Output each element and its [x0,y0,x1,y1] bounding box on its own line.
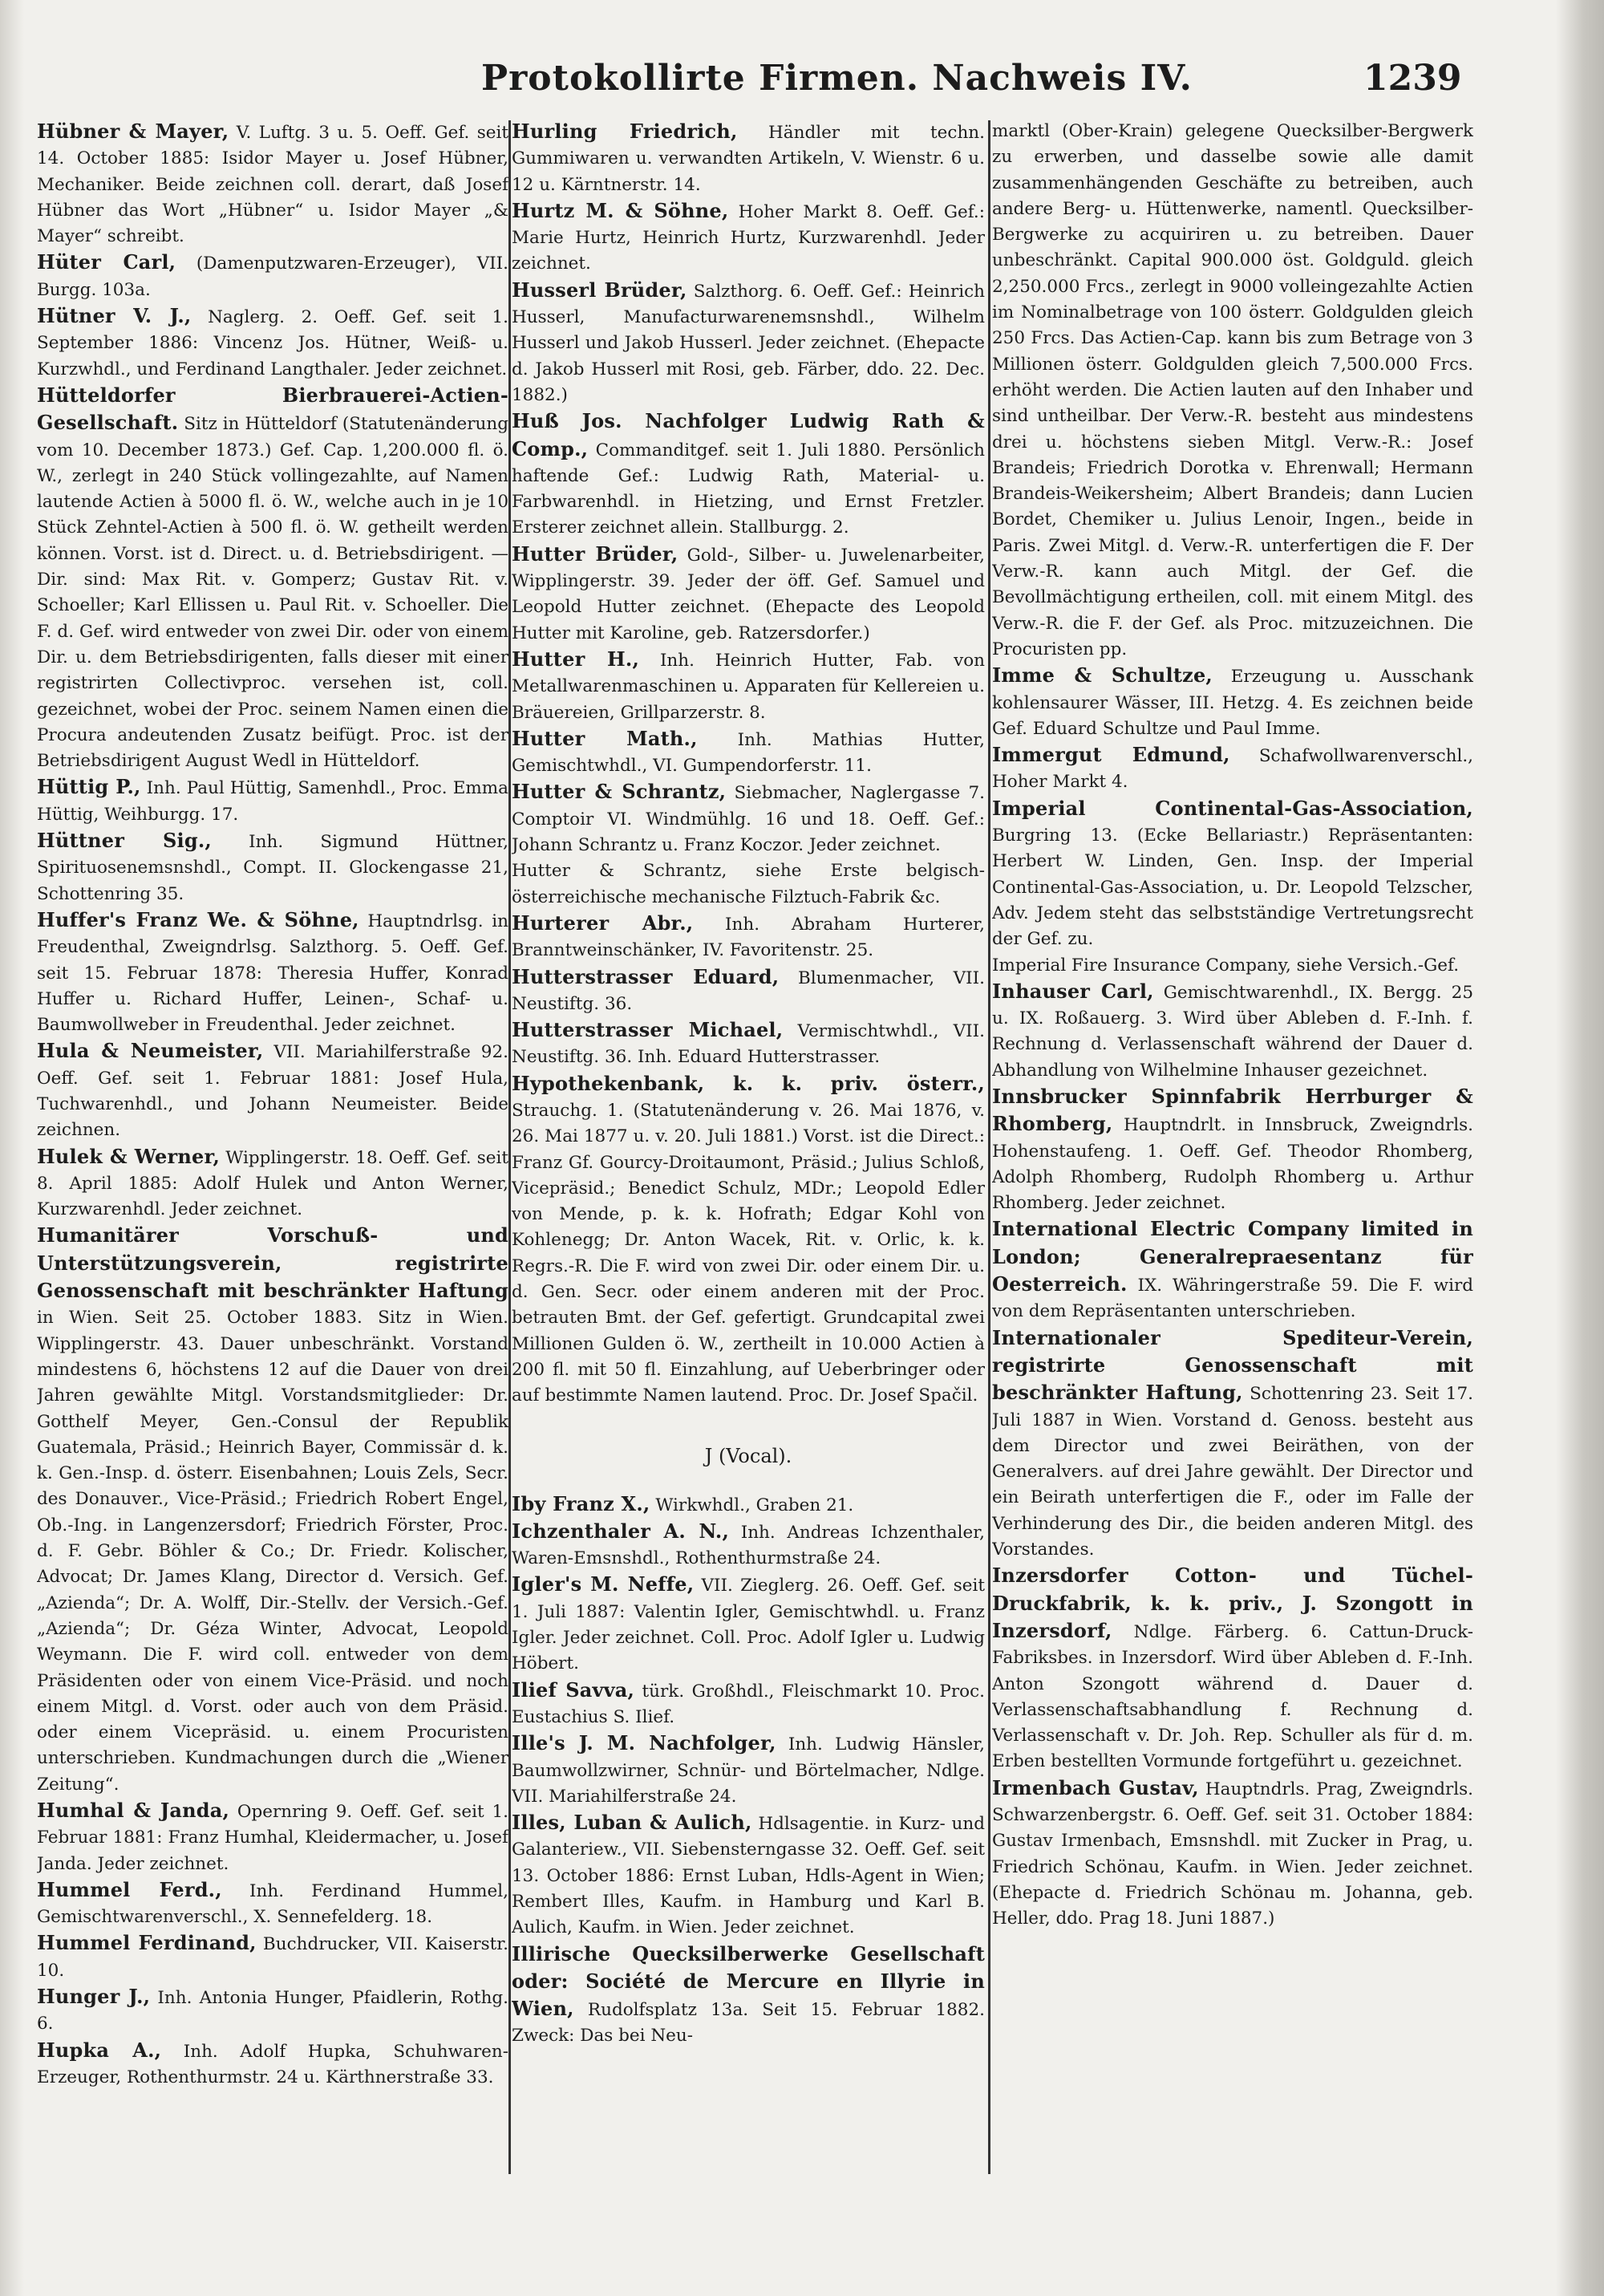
firm-entry [992,119,1473,663]
firm-entry [992,1216,1473,1324]
firm-details: Gemischtwarenhdl., IX. Bergg. 25 u. IX. Roßauerg. 3. Wird über Ableben d. F.-Inh. f. Rechnung d. Verlassenschaft während der Dauer d. Abhandlung von Wilhelmine Inhauser gezeichnet. [992,982,1473,1081]
firm-entry [992,796,1473,953]
firm-details: Burgring 13. (Ecke Bellariastr.) Repräsentanten: Herbert W. Linden, Gen. Insp. der Imperial Continental-Gas-Association, u. Dr. Leopold Telzscher, Adv. Jedem steht das selbstständige Vertretungsrecht der Gef. zu. [992,826,1473,950]
firm-name: Internationaler Spediteur-Verein, registrirte Genossenschaft mit beschränkter Haftung, [992,1325,1473,1405]
firm-details: Gold-, Silber- u. Juwelenarbeiter, Wipplingerstr. 39. Jeder der öff. Gef. Samuel und Leopold Hutter zeichnet. (Ehepacte des Leopold Hutter mit Karoline, geb. Ratzersdorfer.) [512,545,985,643]
firm-details: Sitz in Hütteldorf (Statutenänderung vom 10. December 1873.) Gef. Cap. 1,200.000 fl. ö. W., zerlegt in 240 Stück vollingezahlte, auf Namen lautende Actien à 5000 fl. ö. W., welche auch in je 10 Stück Zehntel-Actien à 500 fl. ö. W. getheilt werden können. Vorst. ist d. Direct. u. d. Betriebsdirigent. — Dir. sind: Max Rit. v. Gomperz; Gustav Rit. v. Schoeller; Karl Ellissen u. Paul Rit. v. Schoeller. Die F. d. Gef. wird entweder von zwei Dir. oder von einem Dir. u. dem Betriebsdirigenten, falls dieser mit einer registrirten Collectivproc. versehen ist, coll. gezeichnet, wobei der Proc. seinem Namen einen die Procura andeutenden Zusatz beifügt. Proc. ist der Betriebsdirigent August Wedl in Hütteldorf. [37,414,508,772]
firm-name: Hummel Ferdinand, [37,1931,257,1955]
firm-details: Hauptndrlt. in Innsbruck, Zweigndrls. Hohenstaufeng. 1. Oeff. Gef. Theodor Rhomberg, Adolph Rhomberg, Rudolph Rhomberg u. Arthur Rhomberg. Jeder zeichnet. [992,1115,1473,1214]
firm-entry [512,858,985,911]
firm-name: Inhauser Carl, [992,979,1154,1003]
firm-details: Inh. Ferdinand Hummel, Gemischtwarenverschl., X. Sennefelderg. 18. [37,1880,508,1928]
firm-details: Inh. Heinrich Hutter, Fab. von Metallwarenmaschinen u. Apparaten für Kellereien u. Bräuereien, Grillparzerstr. 8. [512,650,985,723]
firm-details: Schafwollwarenverschl., Hoher Markt 4. [992,746,1473,793]
firm-details: Strauchg. 1. (Statutenänderung v. 26. Mai 1876, v. 26. Mai 1877 u. v. 20. Juli 1881.) Vorst. ist die Direct.: Franz Gf. Gourcy-Droitaumont, Präsid.; Julius Schloß, Vicepräsid.; Benedict Schulz, MDr.; Leopold Edler von Mende, p. k. k. Hofrath; Edgar Kohl von Kohlenegg; Dr. Anton Wacek, Rit. v. Orlic, k. k. Regrs.-R. Die F. wird von zwei Dir. oder einem Dir. u. d. Gen. Secr. oder einem anderen mit der Proc. betrauten Bmt. der Gef. gefertigt. Grundcapital zwei Millionen Gulden ö. W., zertheilt in 10.000 Actien à 200 fl. mit 50 fl. Einzahlung, auf Ueberbringer oder auf bestimmte Namen lautend. Proc. Dr. Josef Spačil. [512,1100,985,1406]
firm-name: Hüter Carl, [37,250,176,274]
firm-details: Ndlge. Färberg. 6. Cattun-Druck-Fabriksbes. in Inzersdorf. Wird über Ableben d. F.-Inh. Anton Szongott während d. Dauer d. Verlassenschaftsabhandlung f. Rechnung d. Verlassenschaft v. Dr. Joh. Rep. Schuller als für d. m. Erben bestellten Vormunde fortgeführt u. gezeichnet. [992,1621,1473,1772]
firm-name: Hypothekenbank, k. k. priv. österr., [512,1071,985,1095]
firm-entry [37,1798,508,1877]
firm-entry [992,979,1473,1084]
firm-entry [37,2038,508,2091]
firm-entry [512,278,985,408]
firm-entry [992,953,1473,979]
firm-details: Inh. Abraham Hurterer, Branntweinschänker, IV. Favoritenstr. 25. [512,914,985,961]
firm-entry [512,779,985,858]
column-rule [988,120,990,2174]
section-heading: J (Vocal). [704,1444,792,1467]
firm-details: Buchdrucker, VII. Kaiserstr. 10. [37,1934,508,1981]
firm-entry [37,1930,508,1984]
firm-details: Wirkwhdl., Graben 21. [650,1495,854,1515]
firm-entry [512,1491,985,1519]
firm-entry [512,198,985,278]
firm-entry [512,1017,985,1071]
firm-entry [512,647,985,726]
firm-entry [512,1071,985,1410]
firm-entry [512,119,985,198]
firm-name: Immergut Edmund, [992,743,1230,767]
firm-name: Hurterer Abr., [512,911,694,935]
firm-name: Hutter H., [512,647,640,671]
firm-name: Hutterstrasser Michael, [512,1018,784,1042]
firm-details: Vermischtwhdl., VII. Neustiftg. 36. Inh. Eduard Hutterstrasser. [512,1021,985,1068]
firm-details: in Wien. Seit 25. October 1883. Sitz in Wien. Wipplingerstr. 43. Dauer unbeschränkt. Vorstand mindestens 6, höchstens 12 auf die Dauer von drei Jahren gewählte Mitgl. Vorstandsmitglieder: Dr. Gotthelf Meyer, Gen.-Consul der Republik Guatemala, Präsid.; Heinrich Bayer, Commissär d. k. k. Gen.-Insp. d. österr. Eisenbahnen; Louis Zels, Secr. des Donauver., Vice-Präsid.; Friedrich Robert Engel, Ob.-Ing. in Langenzersdorf; Friedrich Förster, Proc. d. F. Gebr. Böhler & Co.; Dr. Friedr. Kolischer, Advocat; Dr. James Klang, Director d. Versich. Gef. „Azienda“; Dr. A. Wolff, Dir.-Stellv. der Versich.-Gef. „Azienda“; Dr. Géza Winter, Advocat, Leopold Weymann. Die F. wird coll. entweder von dem Präsidenten oder von einem Vice-Präsid. und noch einem Mitgl. d. Vorst. oder auch von dem Präsid. oder einem Vicepräsid. u. einem Procuristen unterschrieben. Kundmachungen durch die „Wiener Zeitung“. [37,1308,508,1795]
firm-entry [37,1877,508,1931]
firm-details: Siebmacher, Naglergasse 7. Comptoir VI. Windmühlg. 16 und 18. Oeff. Gef.: Johann Schrantz u. Franz Koczor. Jeder zeichnet. [512,783,985,856]
firm-name: Irmenbach Gustav, [992,1775,1199,1799]
firm-entry [992,1775,1473,1933]
firm-details: Salzthorg. 6. Oeff. Gef.: Heinrich Husserl, Manufacturwarenemsnshdl., Wilhelm Husserl und Jakob Husserl. Jeder zeichnet. (Ehepacte d. Jakob Husserl mit Rosi, geb. Färber, ddo. 22. Dec. 1882.) [512,281,985,405]
firm-details: Inh. Andreas Ichzenthaler, Waren-Emsnshdl., Rothenthurmstraße 24. [512,1522,985,1569]
firm-name: Ichzenthaler A. N., [512,1519,730,1543]
firm-name: Hummel Ferd., [37,1877,222,1901]
firm-name: Hula & Neumeister, [37,1039,264,1063]
firm-details: türk. Großhdl., Fleischmarkt 10. Proc. Eustachius S. Ilief. [512,1681,985,1727]
firm-details: Opernring 9. Oeff. Gef. seit 1. Februar 1881: Franz Humhal, Kleidermacher, u. Josef Janda. Jeder zeichnet. [37,1802,508,1874]
firm-details: Imperial Fire Insurance Company, siehe Versich.-Gef. [992,955,1460,976]
firm-entry [992,742,1473,796]
firm-details: Inh. Ludwig Hänsler, Baumwollzwirner, Schnür- und Börtelmacher, Ndlge. VII. Mariahilferstraße 24. [512,1734,985,1807]
column-rule [508,120,511,2174]
firm-entry [512,1572,985,1677]
firm-entry [992,1084,1473,1216]
firm-entry [37,907,508,1038]
firm-entry [37,1144,508,1223]
firm-details: Inh. Adolf Hupka, Schuhwaren-Erzeuger, Rothenthurmstr. 24 u. Kärthnerstraße 33. [37,2041,508,2087]
firm-entry [512,964,985,1018]
firm-name: Hupka A., [37,2038,162,2062]
firm-name: Hüttner Sig., [37,829,212,853]
firm-details: IX. Währingerstraße 59. Die F. wird von dem Repräsentanten unterschrieben. [992,1276,1473,1322]
firm-name: Inzersdorfer Cotton- und Tüchel-Druckfabrik, k. k. priv., J. Szongott in Inzersdorf, [992,1564,1473,1642]
firm-details: Hutter & Schrantz, siehe Erste belgisch-österreichische mechanische Filztuch-Fabrik &c. [512,861,985,907]
firm-details: Rudolfsplatz 13a. Seit 15. Februar 1882. Zweck: Das bei Neu- [512,2000,985,2047]
firm-details: Inh. Antonia Hunger, Pfaidlerin, Rothg. 6. [37,1988,508,2034]
firm-entry [992,663,1473,742]
firm-details: Blumenmacher, VII. Neustiftg. 36. [512,967,985,1014]
firm-entry [37,1223,508,1798]
firm-details: Inh. Sigmund Hüttner, Spirituosenemsnshdl., Compt. II. Glockengasse 21, Schottenring 35. [37,832,508,904]
firm-details: Hauptndrlsg. in Freudenthal, Zweigndrlsg. Salzthorg. 5. Oeff. Gef. seit 15. Februar 1878: Theresia Huffer, Konrad Huffer u. Richard Huffer, Leinen-, Schaf- u. Baumwollweber in Freudenthal. Jeder zeichnet. [37,911,508,1036]
firm-name: Hütteldorfer Bierbrauerei-Actien-Gesellschaft. [37,383,508,435]
firm-details: Hoher Markt 8. Oeff. Gef.: Marie Hurtz, Heinrich Hurtz, Kurzwarenhdl. Jeder zeichnet. [512,201,985,274]
firm-name: Hutterstrasser Eduard, [512,964,780,988]
firm-details: Schottenring 23. Seit 17. Juli 1887 in Wien. Vorstand d. Genoss. besteht aus dem Director und zwei Beiräthen, von der Generalvers. auf drei Jahre gewählt. Der Director und ein Beirath unterfertigen die F., oder im Falle der Verhinderung des Dir., die beiden anderen Mitgl. des Vorstandes. [992,1384,1473,1560]
firm-entry [512,1677,985,1731]
firm-details: Naglerg. 2. Oeff. Gef. seit 1. September 1886: Vincenz Jos. Hütner, Weiß- u. Kurzwhdl., und Ferdinand Langthaler. Jeder zeichnet. [37,307,508,379]
firm-details: Händler mit techn. Gummiwaren u. verwandten Artikeln, V. Wienstr. 6 u. 12 u. Kärntnerstr. 14. [512,123,985,195]
firm-entry [512,1519,985,1572]
firm-entry [512,1941,985,2050]
firm-name: Ilief Savva, [512,1677,635,1702]
firm-entry [512,726,985,780]
firm-entry [37,249,508,303]
firm-name: Ille's J. M. Nachfolger, [512,1731,776,1755]
firm-details: Inh. Paul Hüttig, Samenhdl., Proc. Emma Hüttig, Weihburgg. 17. [37,778,508,825]
firm-name: Hütner V. J., [37,304,192,328]
firm-details: V. Luftg. 3 u. 5. Oeff. Gef. seit 14. October 1885: Isidor Mayer u. Josef Hübner, Mechaniker. Beide zeichnen coll. derart, daß Josef Hübner das Wort „Hübner“ u. Isidor Mayer „& Mayer“ schreibt. [37,123,508,247]
page-number: 1239 [1363,58,1462,99]
firm-name: Husserl Brüder, [512,278,687,302]
firm-entry [512,542,985,647]
firm-entry [37,774,508,828]
firm-name: Hurtz M. & Söhne, [512,198,729,222]
firm-entry [37,828,508,907]
firm-entry [37,303,508,383]
firm-details: Erzeugung u. Ausschank kohlensaurer Wässer, III. Hetzg. 4. Es zeichnen beide Gef. Eduard Schultze und Paul Imme. [992,667,1473,739]
firm-name: Huß Jos. Nachfolger Ludwig Rath & Comp., [512,409,985,460]
firm-name: Humhal & Janda, [37,1799,230,1822]
firm-name: Hüttig P., [37,775,141,799]
firm-name: Hutter Math., [512,726,698,750]
firm-details: (Damenputzwaren-Erzeuger), VII. Burgg. 103a. [37,254,508,300]
firm-entry [37,383,508,774]
firm-entry [512,408,985,541]
firm-name: Innsbrucker Spinnfabrik Herrburger & Rhomberg, [992,1084,1473,1136]
firm-details: marktl (Ober-Krain) gelegene Quecksilber-Bergwerk zu erwerben, und dasselbe sowie alle damit zusammenhängenden Geschäfte zu betreiben, auch andere Berg- u. Hüttenwerke, namentl. Quecksilber-Bergwerke zu acquiriren u. zu betreiben. Dauer unbeschränkt. Capital 900.000 öst. Goldguld. gleich 2,250.000 Frcs., zerlegt in 9000 volleingezahlte Actien im Nominalbetrage von 100 österr. Goldgulden gleich 250 Frcs. Das Actien-Cap. kann bis zum Betrage von 3 Millionen österr. Goldgulden gleich 7,500.000 Frcs. erhöht werden. Die Actien lauten auf den Inhaber und sind untheilbar. Der Verw.-R. besteht aus mindestens drei u. höchstens sieben Mitgl. Verw.-R.: Josef Brandeis; Friedrich Dorotka v. Ehrenwall; Hermann Brandeis-Weikersheim; Albert Brandeis; dann Lucien Bordet, Chemiker u. Julius Lenoir, Ingen., beide in Paris. Zwei Mitgl. d. Verw.-R. unterfertigen die F. Der Verw.-R. kann auch Mitgl. der Gef. die Bevollmächtigung ertheilen, coll. mit einem Mitgl. des Verw.-R. die F. der Gef. als Proc. mitzuzeichnen. Die Procuristen pp. [992,121,1473,659]
firm-entry [37,1038,508,1143]
firm-name: Illes, Luban & Aulich, [512,1811,752,1835]
firm-name: Hutter & Schrantz, [512,780,727,804]
firm-name: Illirische Quecksilberwerke Gesellschaft oder: Société de Mercure en Illyrie in Wien, [512,1941,985,2021]
firm-details: VII. Zieglerg. 26. Oeff. Gef. seit 1. Juli 1887: Valentin Igler, Gemischtwhdl. u. Franz Igler. Jeder zeichnet. Coll. Proc. Adolf Igler u. Ludwig Höbert. [512,1576,985,1674]
column-middle [512,119,985,2277]
firm-entry [992,1563,1473,1775]
firm-name: International Electric Company limited in London; Generalrepraesentanz für Oesterreich. [992,1217,1473,1296]
firm-name: Hurling Friedrich, [512,120,738,143]
firm-name: Hunger J., [37,1985,151,2009]
firm-details: Hauptndrls. Prag, Zweigndrls. Schwarzenbergstr. 6. Oeff. Gef. seit 31. October 1884: Gustav Irmenbach, Emsnshdl. mit Zucker in Prag, u. Friedrich Schönau, Kaufm. in Wien. Jeder zeichnet. (Ehepacte d. Friedrich Schönau m. Johanna, geb. Heller, ddo. Prag 18. Juni 1887.) [992,1779,1473,1929]
firm-name: Hulek & Werner, [37,1144,221,1168]
firm-details: Wipplingerstr. 18. Oeff. Gef. seit 8. April 1885: Adolf Hulek und Anton Werner, Kurzwarenhdl. Jeder zeichnet. [37,1147,508,1220]
firm-entry [512,911,985,964]
firm-name: Imperial Continental-Gas-Association, [992,796,1473,820]
column-left [37,119,508,2277]
firm-name: Hübner & Mayer, [37,120,229,143]
firm-name: Huffer's Franz We. & Söhne, [37,907,359,931]
firm-entry [992,1325,1473,1564]
firm-entry [512,1810,985,1941]
firm-name: Iby Franz X., [512,1491,650,1515]
firm-name: Imme & Schultze, [992,663,1213,688]
firm-name: Humanitärer Vorschuß- und Unterstützungsverein, registrirte Genossenschaft mit beschränkter Haftung [37,1223,508,1303]
firm-entry [512,1730,985,1810]
firm-details: VII. Mariahilferstraße 92. Oeff. Gef. seit 1. Februar 1881: Josef Hula, Tuchwarenhdl., und Johann Neumeister. Beide zeichnen. [37,1042,508,1141]
firm-entry [37,1984,508,2038]
running-header: Protokollirte Firmen. Nachweis IV. [481,58,1193,99]
firm-entry [37,119,508,249]
firm-details: Inh. Mathias Hutter, Gemischtwhdl., VI. Gumpendorferstr. 11. [512,729,985,777]
firm-name: Igler's M. Neffe, [512,1572,695,1596]
firm-details: Hdlsagentie. in Kurz- und Galanteriew., VII. Siebensterngasse 32. Oeff. Gef. seit 13. October 1886: Ernst Luban, Hdls-Agent in Wien; Rembert Illes, Kaufm. in Hamburg und Karl B. Aulich, Kaufm. in Wien. Jeder zeichnet. [512,1814,985,1938]
firm-name: Hutter Brüder, [512,542,678,566]
firm-details: Commanditgef. seit 1. Juli 1880. Persönlich haftende Gef.: Ludwig Rath, Material- u. Farbwarenhdl. in Hietzing, und Ernst Fretzler. Ersterer zeichnet allein. Stallburgg. 2. [512,440,985,538]
column-right [992,119,1473,2277]
